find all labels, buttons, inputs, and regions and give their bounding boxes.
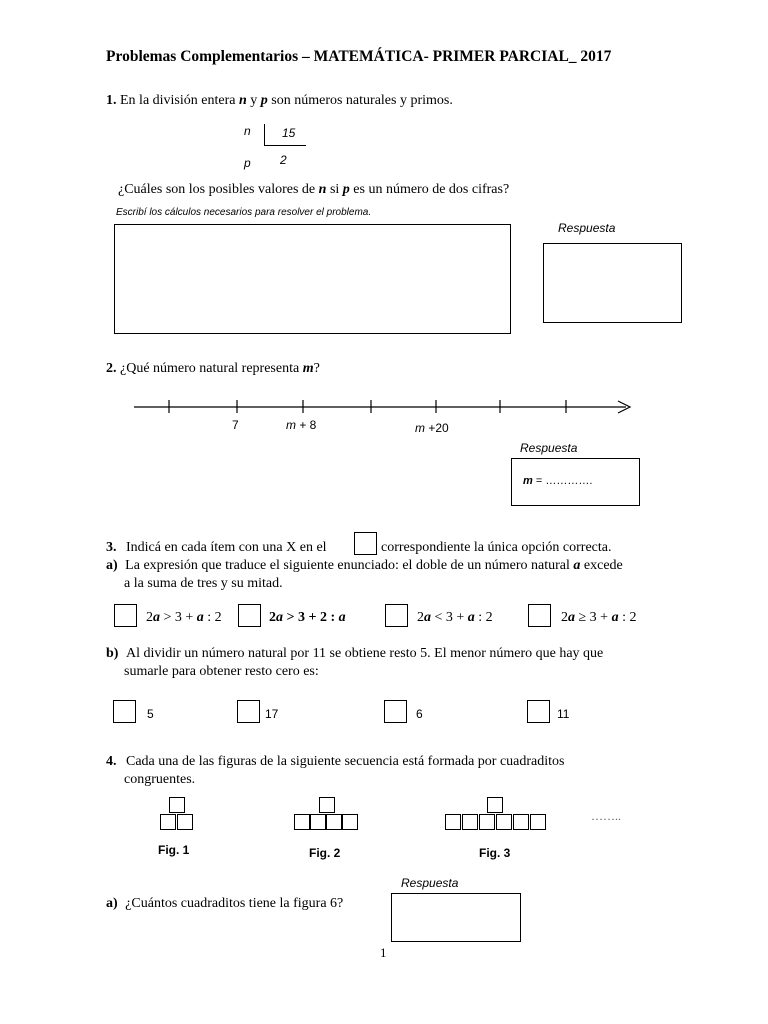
q3-instr-b: correspondiente la única opción correcta. — [381, 540, 612, 555]
q2-answer-dots: = …………. — [532, 475, 593, 487]
q2-answer-text — [523, 475, 592, 487]
division-quotient: 2 — [280, 153, 287, 167]
figure-2-base-square — [310, 814, 326, 830]
q1-question-p: p — [342, 182, 350, 197]
q1-answer-label: Respuesta — [558, 221, 616, 235]
figure-1-base-square — [160, 814, 176, 830]
q3a-text1-b: excede — [580, 558, 623, 573]
q2-text-b: ? — [313, 361, 320, 376]
tick-label-m-plus-20 — [415, 421, 449, 435]
tick-label-m8-rest: + 8 — [296, 418, 317, 432]
figure-3-caption: Fig. 3 — [479, 846, 511, 860]
q3-example-checkbox — [354, 532, 377, 555]
q2-answer-box[interactable] — [511, 458, 640, 506]
q4-number: 4. — [106, 754, 117, 769]
q2-text-a: ¿Qué número natural representa — [120, 361, 303, 376]
q3-instruction — [106, 539, 327, 556]
q1-text-c: son números naturales y primos. — [267, 93, 453, 108]
figure-3-top-square — [487, 797, 503, 813]
figure-1-base-square — [177, 814, 193, 830]
q4-text1: Cada una de las figuras de la siguiente secuencia está formada por cuadraditos — [126, 754, 565, 769]
q3a-option-4: 2a ≥ 3 + a : 2 — [561, 610, 637, 625]
tick-label-m-plus-8 — [286, 418, 316, 432]
q4-text-1 — [106, 753, 565, 770]
q4-answer-box[interactable] — [391, 893, 521, 942]
q1-question-a: ¿Cuáles son los posibles valores de — [118, 182, 319, 197]
q3b-text1: Al dividir un número natural por 11 se obtiene resto 5. El menor número que hay que — [125, 646, 604, 661]
page-title: Problemas Complementarios – MATEMÁTICA- PRIMER PARCIAL_ 2017 — [106, 48, 612, 65]
q3a-option-1: 2a > 3 + a : 2 — [146, 610, 222, 625]
q3a-option-2: 2a > 3 + 2 : a — [269, 610, 346, 625]
q1-question-c: es un número de dos cifras? — [349, 182, 510, 197]
q1-question-b: si — [326, 182, 343, 197]
q3b-option-2-checkbox[interactable] — [237, 700, 260, 723]
page-number: 1 — [380, 945, 387, 960]
figure-3-base-square — [462, 814, 478, 830]
q1-var-n: n — [238, 93, 247, 108]
q3a-option-3-checkbox[interactable] — [385, 604, 408, 627]
q3a-option-2-checkbox[interactable] — [238, 604, 261, 627]
q3b-text-2: sumarle para obtener resto cero es: — [124, 664, 319, 679]
figure-2-caption: Fig. 2 — [309, 846, 341, 860]
q2-var-m: m — [302, 361, 314, 376]
figure-3-base-square — [479, 814, 495, 830]
q1-number: 1. — [106, 93, 117, 108]
q2-answer-label: Respuesta — [520, 441, 578, 455]
q3a-text-2: a la suma de tres y su mitad. — [124, 576, 283, 591]
figure-1 — [160, 797, 200, 837]
q3b-option-3: 6 — [416, 707, 423, 721]
q3a-text1-a: La expresión que traduce el siguiente enunciado: el doble de un número natural — [125, 558, 574, 573]
figure-3-base-square — [530, 814, 546, 830]
q3b-option-4: 11 — [557, 707, 570, 721]
q3b-option-1: 5 — [147, 707, 154, 721]
q4a-question — [106, 895, 343, 912]
q1-question-n: n — [318, 182, 327, 197]
division-dividend: n — [244, 124, 251, 138]
sequence-ellipsis: …….. — [591, 809, 621, 823]
q3b-option-3-checkbox[interactable] — [384, 700, 407, 723]
figure-2-base-square — [294, 814, 310, 830]
figure-2 — [294, 797, 364, 837]
q3-instr-a: Indicá en cada ítem con una X en el — [126, 540, 327, 555]
q3a-label: a) — [106, 558, 118, 573]
q3a-text-1 — [106, 557, 623, 574]
q4a-text: ¿Cuántos cuadraditos tiene la figura 6? — [125, 896, 344, 911]
q1-text-b: y — [246, 93, 261, 108]
figure-3-base-square — [496, 814, 512, 830]
q4-answer-label: Respuesta — [401, 876, 459, 890]
q4-text-2: congruentes. — [124, 772, 196, 787]
q3b-label: b) — [106, 646, 119, 661]
figure-3-base-square — [445, 814, 461, 830]
figure-2-base-square — [342, 814, 358, 830]
tick-label-m20-rest: +20 — [425, 421, 449, 435]
figure-3 — [445, 797, 549, 837]
q3b-option-1-checkbox[interactable] — [113, 700, 136, 723]
q3-number: 3. — [106, 540, 117, 555]
q1-var-p: p — [260, 93, 268, 108]
division-divisor: 15 — [282, 126, 296, 140]
figure-2-base-square — [326, 814, 342, 830]
q1-text-a: En la división entera — [120, 93, 239, 108]
figure-1-caption: Fig. 1 — [158, 843, 190, 857]
q2-answer-var: m — [523, 475, 533, 487]
figure-2-top-square — [319, 797, 335, 813]
q3a-option-4-checkbox[interactable] — [528, 604, 551, 627]
q1-instruction: Escribí los cálculos necesarios para resolver el problema. — [116, 207, 372, 218]
figure-1-top-square — [169, 797, 185, 813]
tick-label-7: 7 — [232, 418, 239, 432]
q3b-option-4-checkbox[interactable] — [527, 700, 550, 723]
division-remainder: p — [244, 156, 251, 170]
q3a-text1-var: a — [573, 558, 581, 573]
q3a-option-3: 2a < 3 + a : 2 — [417, 610, 493, 625]
tick-label-m20-var: m — [415, 421, 425, 435]
q3b-text-1 — [106, 645, 603, 662]
figure-3-base-square — [513, 814, 529, 830]
q4a-label: a) — [106, 896, 118, 911]
q3b-option-2: 17 — [265, 707, 279, 721]
q3a-option-1-checkbox[interactable] — [114, 604, 137, 627]
q2-number: 2. — [106, 361, 117, 376]
tick-label-m8-var: m — [286, 418, 296, 432]
